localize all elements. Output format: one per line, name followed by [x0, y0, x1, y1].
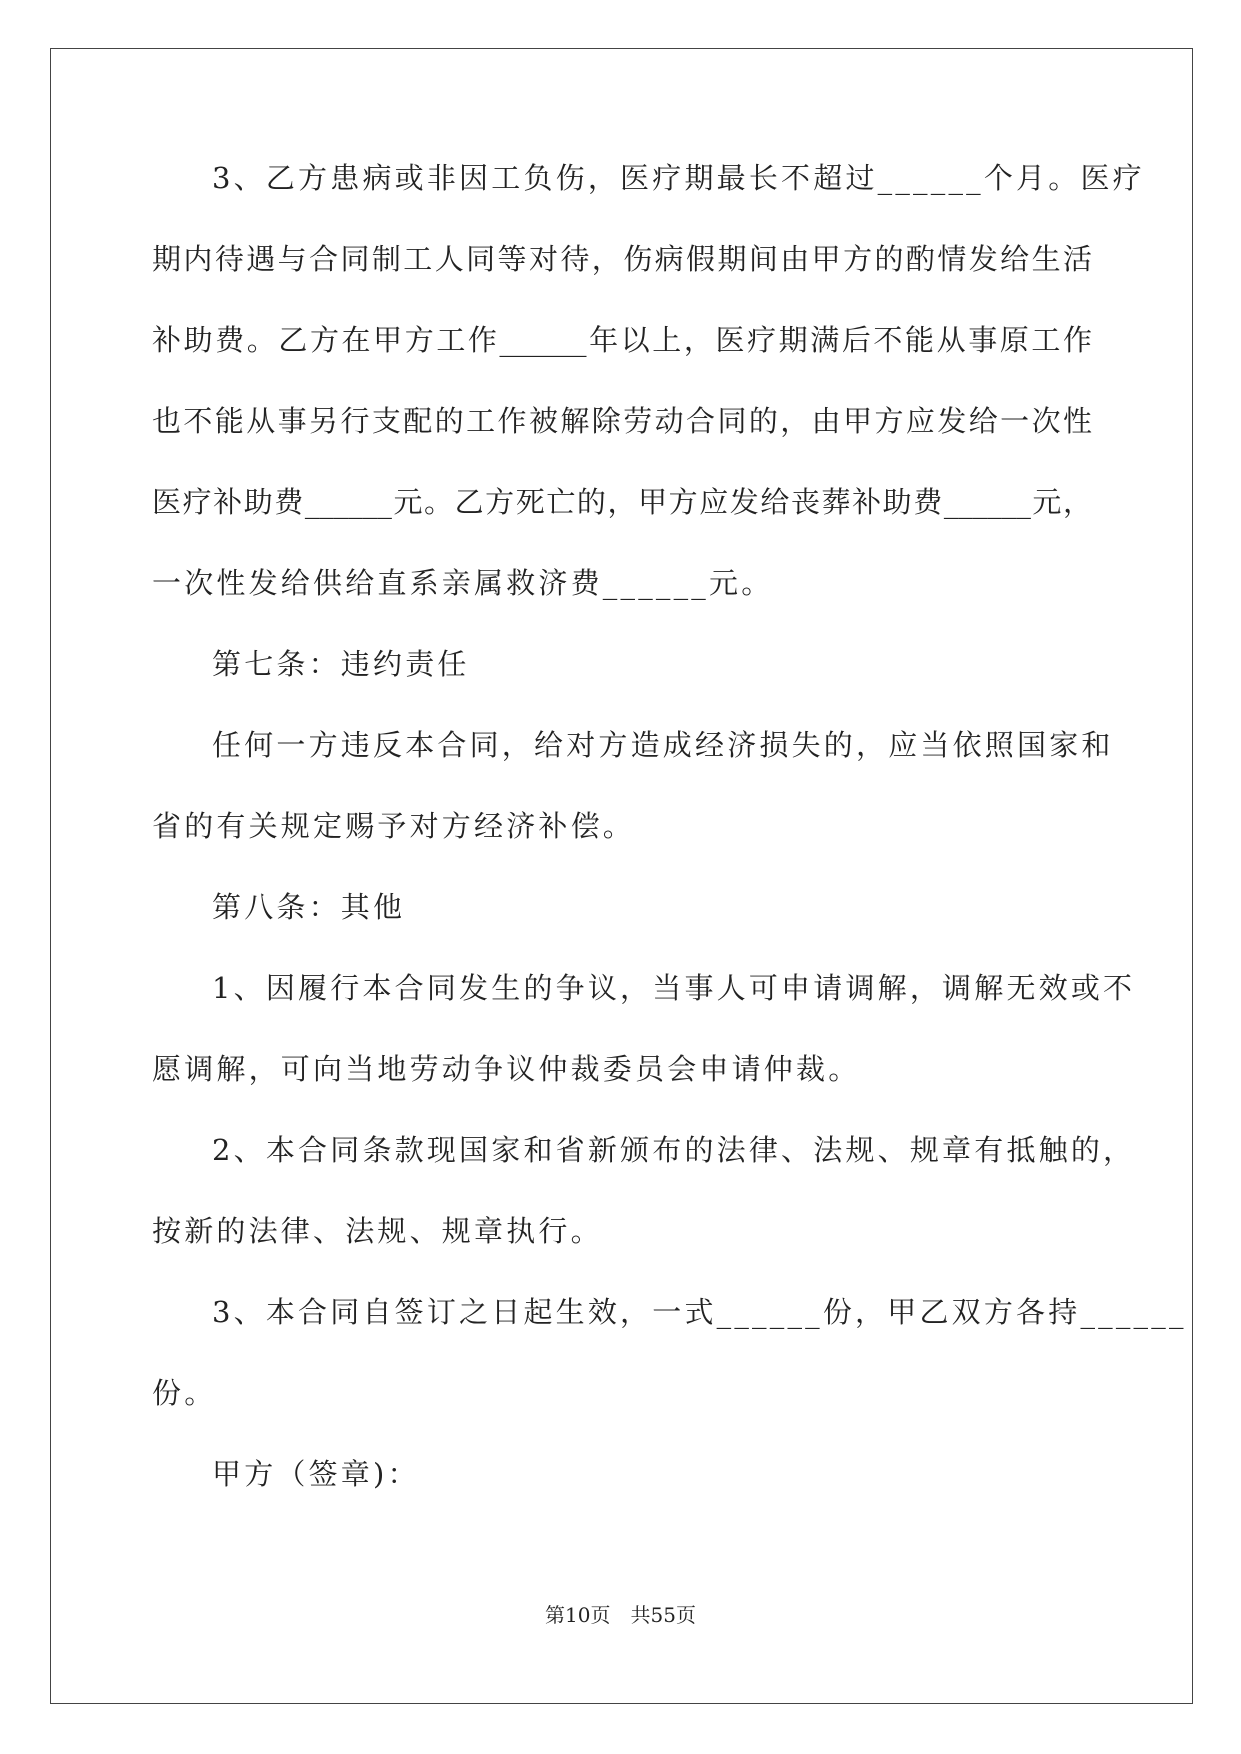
paragraph-line: 任何一方违反本合同，给对方造成经济损失的，应当依照国家和 [212, 728, 1114, 762]
paragraph-line: 按新的法律、法规、规章执行。 [152, 1214, 603, 1248]
page-number: 第10页 共55页 [545, 1603, 696, 1627]
paragraph-line: 补助费。乙方在甲方工作______年以上，医疗期满后不能从事原工作 [152, 323, 1092, 357]
paragraph-line: 期内待遇与合同制工人同等对待，伤病假期间由甲方的酌情发给生活 [152, 242, 1092, 276]
section-heading: 第七条：违约责任 [212, 647, 470, 681]
paragraph-line: 也不能从事另行支配的工作被解除劳动合同的，由甲方应发给一次性 [152, 404, 1092, 438]
paragraph-line: 医疗补助费______元。乙方死亡的，甲方应发给丧葬补助费______元， [152, 485, 1092, 519]
paragraph-line: 份。 [152, 1376, 217, 1410]
paragraph-line: 一次性发给供给直系亲属救济费______元。 [152, 566, 774, 600]
paragraph-line: 3、本合同自签订之日起生效，一式______份，甲乙双方各持______ [212, 1295, 1187, 1329]
paragraph-line: 2、本合同条款现国家和省新颁布的法律、法规、规章有抵触的， [212, 1133, 1136, 1167]
paragraph-line: 省的有关规定赐予对方经济补偿。 [152, 809, 636, 843]
paragraph-line: 1、因履行本合同发生的争议，当事人可申请调解，调解无效或不 [212, 971, 1136, 1005]
paragraph-line: 愿调解，可向当地劳动争议仲裁委员会申请仲裁。 [152, 1052, 861, 1086]
paragraph-line: 3、乙方患病或非因工负伤，医疗期最长不超过______个月。医疗 [212, 161, 1145, 195]
signature-label: 甲方（签章)： [212, 1457, 420, 1491]
section-heading: 第八条：其他 [212, 890, 406, 924]
